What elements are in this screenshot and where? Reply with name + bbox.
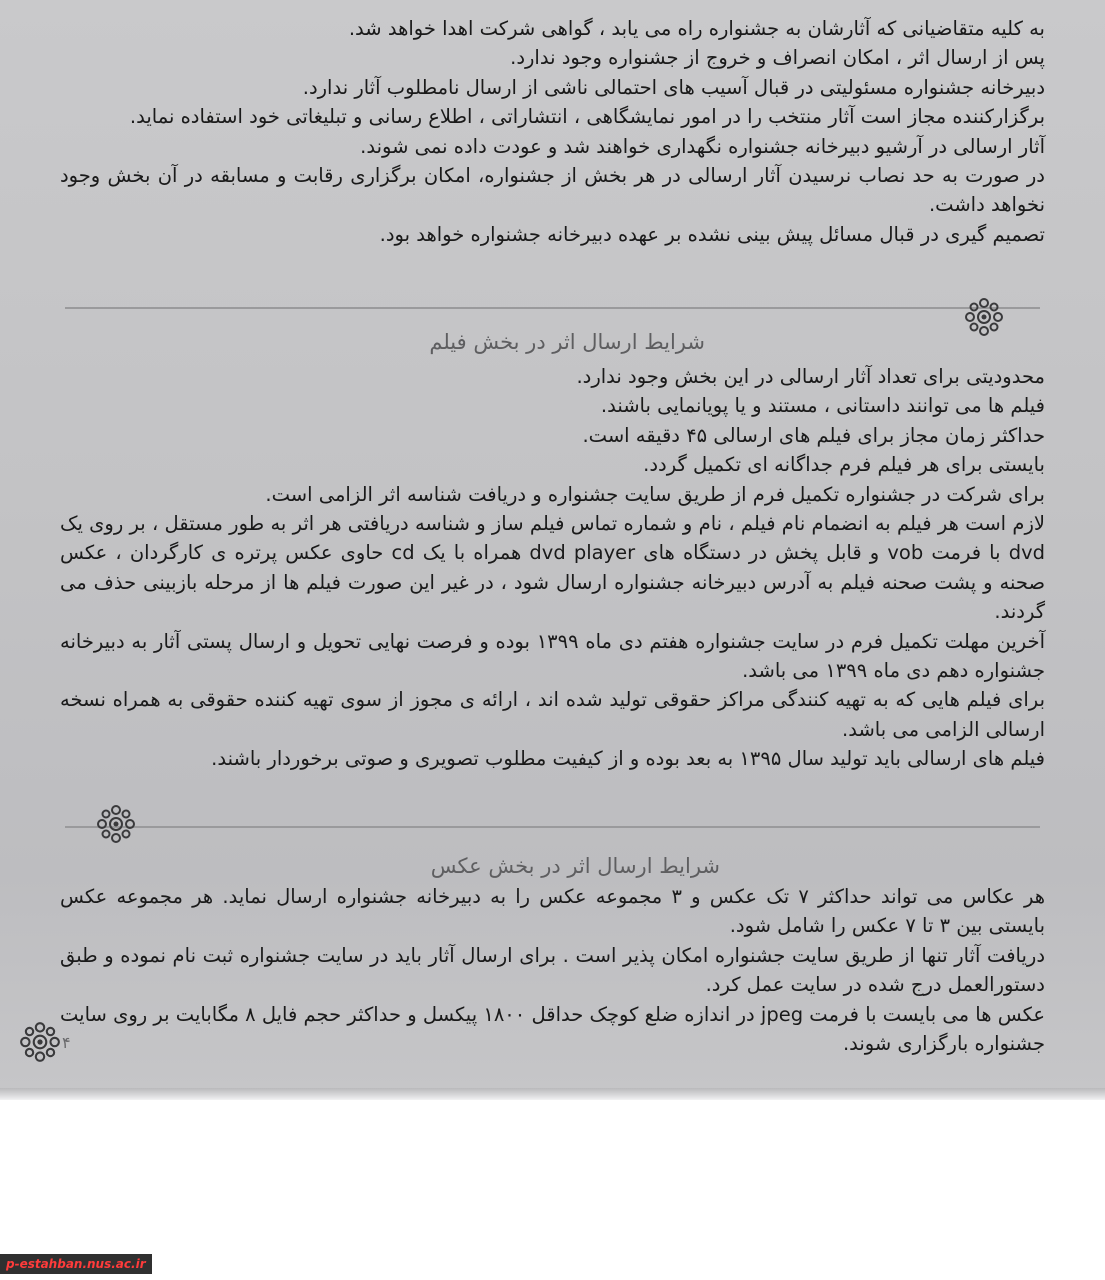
film-rule-paragraph: فیلم ها می توانند داستانی ، مستند و یا پویانمایی باشند. [600, 394, 1045, 418]
rule-paragraph: برگزارکننده مجاز است آثار منتخب را در امور نمایشگاهی ، انتشاراتی ، اطلاع رسانی و تبلیغاتی خود استفاده نماید. [129, 105, 1045, 129]
photo-section-title: شرایط ارسال اثر در بخش عکس [430, 854, 720, 878]
rule-paragraph: آثار ارسالی در آرشیو دبیرخانه جشنواره نگهداری خواهند شد و عودت داده نمی شوند. [360, 134, 1045, 158]
ornament-rosette-icon [963, 296, 1005, 338]
rule-paragraph: در صورت به حد نصاب نرسیدن آثار ارسالی در هر بخش از جشنواره، امکان برگزاری رقابت و مسابقه در آن بخش وجود نخواهد داشت. [60, 164, 1045, 217]
photo-rule-paragraph: عکس ها می بایست با فرمت jpeg در اندازه ضلع کوچک حداقل ۱۸۰۰ پیکسل و حداکثر حجم فایل ۸ مگابایت بر روی سایت جشنواره بارگزاری شوند. [60, 1002, 1045, 1056]
film-rule-paragraph: بایستی برای هر فیلم فرم جداگانه ای تکمیل گردد. [643, 453, 1045, 477]
film-rule-paragraph: محدودیتی برای تعداد آثار ارسالی در این بخش وجود ندارد. [576, 365, 1045, 388]
photo-rules-block [60, 882, 1045, 1058]
film-rule-paragraph: فیلم های ارسالی باید تولید سال ۱۳۹۵ به بعد بوده و از کیفیت مطلوب تصویری و صوتی برخوردار باشند. [211, 747, 1045, 771]
film-rule-paragraph: برای شرکت در جشنواره تکمیل فرم از طریق سایت جشنواره و دریافت شناسه اثر الزامی است. [265, 482, 1045, 506]
section-divider [65, 826, 1040, 828]
photo-rule-paragraph: دریافت آثار تنها از طریق سایت جشنواره امکان پذیر است . برای ارسال آثار باید در سایت جشنواره ثبت نام نموده و طبق دستورالعمل درج شده در سایت عمل کرد. [60, 943, 1045, 997]
ornament-rosette-icon [95, 803, 137, 845]
site-watermark: p-estahban.nus.ac.ir [0, 1254, 152, 1274]
film-rules-block [60, 362, 1045, 774]
film-rule-paragraph: آخرین مهلت تکمیل فرم در سایت جشنواره هفتم دی ماه ۱۳۹۹ بوده و فرصت نهایی تحویل و ارسال پستی آثار به دبیرخانه جشنواره دهم دی ماه ۱۳۹۹ می باشد. [60, 629, 1045, 683]
ornament-rosette-icon [18, 1020, 62, 1064]
film-section-title: شرایط ارسال اثر در بخش فیلم [429, 330, 705, 354]
photo-rule-paragraph: هر عکاس می تواند حداکثر ۷ تک عکس و ۳ مجموعه عکس را به دبیرخانه جشنواره ارسال نماید. هر مجموعه عکس بایستی بین ۳ تا ۷ عکس را شامل شود. [60, 885, 1045, 938]
film-rule-paragraph: حداکثر زمان مجاز برای فیلم های ارسالی ۴۵ دقیقه است. [582, 423, 1045, 447]
rule-paragraph: به کلیه متقاضیانی که آثارشان به جشنواره راه می یابد ، گواهی شرکت اهدا خواهد شد. [348, 17, 1045, 40]
rule-paragraph: تصمیم گیری در قبال مسائل پیش بینی نشده بر عهده دبیرخانه جشنواره خواهد بود. [379, 222, 1045, 246]
film-rule-paragraph: لازم است هر فیلم به انضمام نام فیلم ، نام و شماره تماس فیلم ساز و شناسه دریافتی هر اثر به طور مستقل ، بر روی یک dvd با فرمت vob و قابل پخش در دستگاه های dvd player همراه با یک cd حاوی عکس پرتره ی کارگردان ، عکس صحنه و پشت صحنه فیلم به آدرس دبیرخانه جشنواره ارسال شود ، در غیر این صورت فیلم ها از مرحله بازبینی حذف می گردند. [60, 512, 1045, 624]
page-edge [0, 1088, 1105, 1100]
rule-paragraph: پس از ارسال اثر ، امکان انصراف و خروج از جشنواره وجود ندارد. [510, 46, 1045, 70]
section-divider [65, 307, 1040, 309]
general-rules-block [60, 14, 1045, 249]
rule-paragraph: دبیرخانه جشنواره مسئولیتی در قبال آسیب های احتمالی ناشی از ارسال نامطلوب آثار ندارد. [302, 75, 1045, 99]
film-rule-paragraph: برای فیلم هایی که به تهیه کنندگی مراکز حقوقی تولید شده اند ، ارائه ی مجوز از سوی تهیه کننده حقوقی به همراه نسخه ارسالی الزامی می باشد. [60, 688, 1045, 741]
page-number: ۴ [62, 1033, 71, 1052]
